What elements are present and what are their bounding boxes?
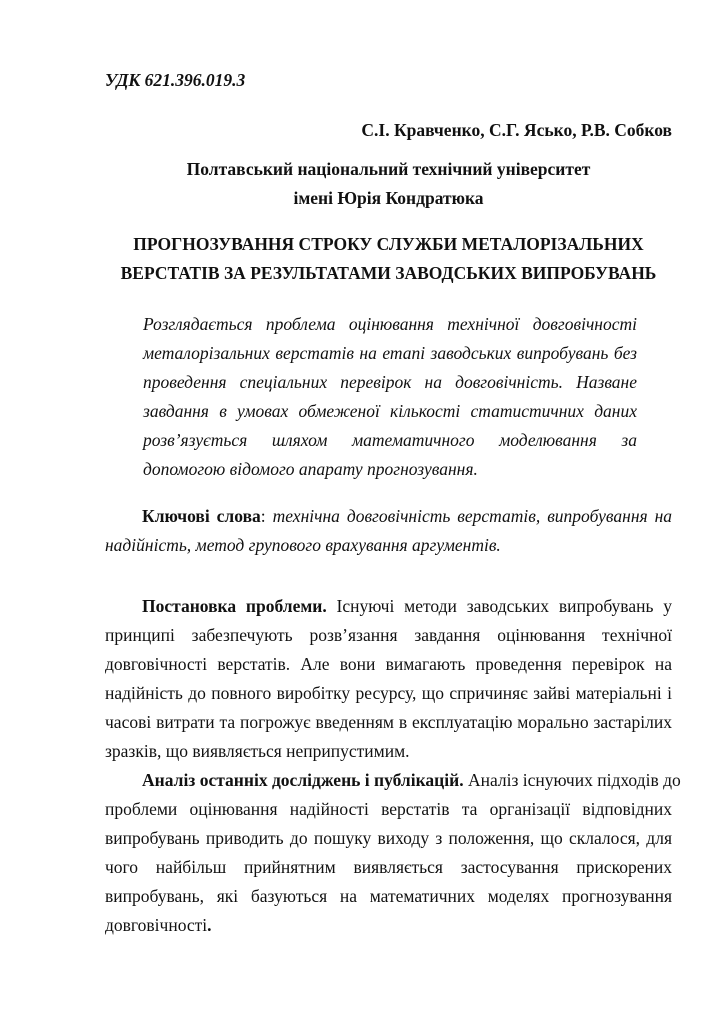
- abstract-line: проведення спеціальних перевірок на довговічність. Назване: [143, 372, 637, 392]
- paragraph-line: зразків, що виявляється неприпустимим.: [105, 741, 410, 761]
- paragraph-text: довговічності: [105, 915, 208, 935]
- abstract-line: допомогою відомого апарату прогнозування.: [143, 459, 478, 479]
- paragraph-line: випробувань приводить до пошуку виходу з положення, що склалося, для: [105, 828, 672, 848]
- paragraph-dot: .: [207, 915, 212, 935]
- section-heading: Постановка проблеми.: [142, 596, 327, 616]
- paragraph-line: проблеми оцінювання надійності верстатів та організації відповідних: [105, 799, 672, 819]
- keywords-text: надійність, метод групового врахування аргументів.: [105, 535, 501, 555]
- paragraph-text: Аналіз існуючих підходів до: [467, 770, 681, 790]
- section-analysis: [105, 766, 681, 940]
- paragraph-line: надійність до повного виробітку ресурсу, що спричиняє зайві матеріальні і: [105, 683, 672, 703]
- keywords-text: технічна довговічність верстатів, випробування на: [272, 506, 673, 526]
- udc-code: УДК 621.396.019.3: [105, 70, 246, 90]
- keywords-colon: :: [260, 506, 266, 526]
- affiliation-line: імені Юрія Кондратюка: [293, 188, 484, 208]
- abstract: [143, 310, 637, 484]
- paragraph-line: принципі забезпечують розв’язання завдання оцінювання технічної: [105, 625, 672, 645]
- paragraph-text: Існуючі методи заводських випробувань у: [336, 596, 672, 616]
- title-line: ПРОГНОЗУВАННЯ СТРОКУ СЛУЖБИ МЕТАЛОРІЗАЛЬНИХ: [133, 234, 644, 254]
- paragraph-line: випробувань, які базуються на математичних моделях прогнозування: [105, 886, 672, 906]
- paragraph-line: довговічності верстатів. Але вони вимагають проведення перевірок на: [105, 654, 672, 674]
- keywords-label: Ключові слова: [142, 506, 261, 526]
- authors: С.І. Кравченко, С.Г. Ясько, Р.В. Собков: [361, 120, 672, 140]
- article-title: [105, 230, 672, 288]
- paragraph-line: часові витрати та погрожує введенням в експлуатацію морально застарілих: [105, 712, 672, 732]
- abstract-line: Розглядається проблема оцінювання технічної довговічності: [143, 314, 637, 334]
- section-problem: [105, 592, 672, 766]
- paragraph-line: чого найбільш прийнятним виявляється застосування прискорених: [105, 857, 672, 877]
- abstract-line: металорізальних верстатів на етапі заводських випробувань без: [143, 343, 637, 363]
- affiliation: [105, 155, 672, 213]
- title-line: ВЕРСТАТІВ ЗА РЕЗУЛЬТАТАМИ ЗАВОДСЬКИХ ВИПРОБУВАНЬ: [120, 263, 657, 283]
- section-heading: Аналіз останніх досліджень і публікацій.: [142, 770, 464, 790]
- abstract-line: розв’язується шляхом математичного моделювання за: [143, 430, 637, 450]
- abstract-line: завдання в умовах обмеженої кількості статистичних даних: [143, 401, 637, 421]
- keywords: [105, 502, 672, 560]
- affiliation-line: Полтавський національний технічний університет: [186, 159, 591, 179]
